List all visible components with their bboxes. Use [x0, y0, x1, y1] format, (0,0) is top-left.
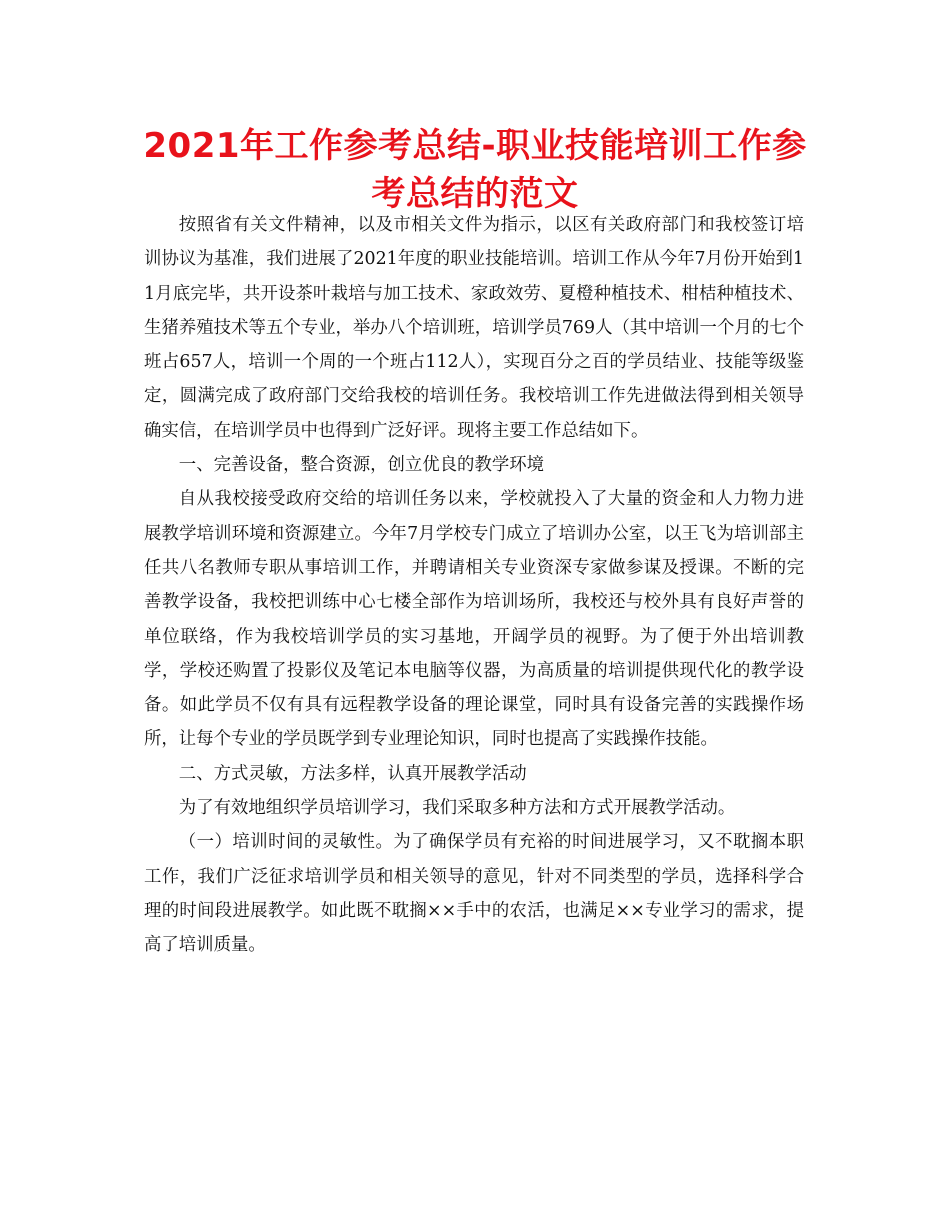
subsection-1-paragraph: （一）培训时间的灵敏性。为了确保学员有充裕的时间进展学习，又不耽搁本职工作，我们广泛征求培训学员和相关领导的意见，针对不同类型的学员，选择科学合理的时间段进展教学。如此既不耽搁××手中的农活，也满足××专业学习的需求，提高了培训质量。	[144, 832, 804, 956]
section-heading-2: 二、方式灵敏，方法多样，认真开展教学活动	[178, 763, 527, 784]
document-title: 2021年工作参考总结-职业技能培训工作参考总结的范文	[143, 126, 807, 214]
section-2-intro-paragraph: 为了有效地组织学员培训学习，我们采取多种方法和方式开展教学活动。	[178, 798, 736, 819]
intro-paragraph: 按照省有关文件精神，以及市相关文件为指示，以区有关政府部门和我校签订培训协议为基准，我们进展了2021年度的职业技能培训。培训工作从今年7月份开始到11月底完毕，共开设茶叶栽培与加工技术、家政效劳、夏橙种植技术、柑桔种植技术、生猪养殖技术等五个专业，举办八个培训班，培训学员769人（其中培训一个月的七个班占657人，培训一个周的一个班占112人），实现百分之百的学员结业、技能等级鉴定，圆满完成了政府部门交给我校的培训任务。我校培训工作先进做法得到相关领导确实信，在培训学员中也得到广泛好评。现将主要工作总结如下。	[144, 215, 804, 441]
section-heading-1: 一、完善设备，整合资源，创立优良的教学环境	[178, 455, 545, 476]
document-body	[144, 208, 804, 963]
section-1-paragraph: 自从我校接受政府交给的培训任务以来，学校就投入了大量的资金和人力物力进展教学培训环境和资源建立。今年7月学校专门成立了培训办公室，以王飞为培训部主任共八名教师专职从事培训工作，并聘请相关专业资深专家做参谋及授课。不断的完善教学设备，我校把训练中心七楼全部作为培训场所，我校还与校外具有良好声誉的单位联络，作为我校培训学员的实习基地，开阔学员的视野。为了便于外出培训教学，学校还购置了投影仪及笔记本电脑等仪器，为高质量的培训提供现代化的教学设备。如此学员不仅有具有远程教学设备的理论课堂，同时具有设备完善的实践操作场所，让每个专业的学员既学到专业理论知识，同时也提高了实践操作技能。	[144, 489, 804, 750]
